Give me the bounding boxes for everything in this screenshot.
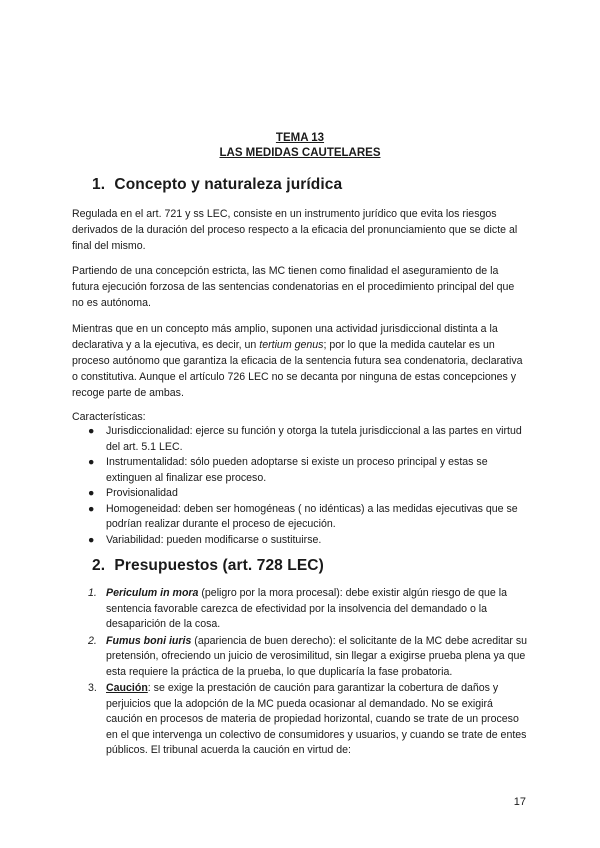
item-number: 2. [88,634,97,647]
section-1-title: Concepto y naturaleza jurídica [114,176,343,193]
paragraph-3-latin-term: tertium genus [259,339,324,351]
item-number: 1. [88,587,97,599]
section-2-title: Presupuestos (art. 728 LEC) [114,557,324,574]
list-item [72,533,528,549]
item-term: Periculum in mora [106,587,199,599]
list-item-text: Provisionalidad [106,487,178,499]
list-item-text: Homogeneidad: deben ser homogéneas ( no idénticas) a las medidas ejecutivas que se podrían realizar durante el proceso de ejecución. [106,502,518,530]
list-item [72,455,528,486]
item-text: (peligro por la mora procesal): debe existir algún riesgo de que la sentencia favorable carezca de efectividad por la insolvencia del demandado o la desaparición de la cosa. [106,587,508,630]
topic-number: TEMA 13 [275,132,325,144]
requirements-list [72,586,528,760]
list-item [72,586,528,633]
bullet-icon: ● [88,487,95,499]
list-item [72,486,528,502]
title-block [0,131,600,161]
paragraph-1: Regulada en el art. 721 y ss LEC, consiste en un instrumento jurídico que evita los riesgos derivados de la duración del proceso respecto a la eficacia del pronunciamiento que se dicte al final del mismo. [72,208,518,252]
section-2-heading [92,557,324,575]
list-item-text: Jurisdiccionalidad: ejerce su función y otorga la tutela jurisdiccional a las partes en virtud del art. 5.1 LEC. [106,425,522,453]
list-item [72,681,528,759]
topic-title: LAS MEDIDAS CAUTELARES [219,147,381,159]
paragraph-3 [72,321,528,401]
bullet-icon: ● [88,533,95,546]
section-1-heading [92,176,342,194]
paragraph-2: Partiendo de una concepción estricta, las MC tienen como finalidad el aseguramiento de la futura ejecución forzosa de las sentencias condenatorias en el procedimiento principal del que no es autónoma. [72,265,515,309]
bullet-icon: ● [88,456,95,468]
list-item-text: Instrumentalidad: sólo pueden adoptarse si existe un proceso principal y estas se extinguen al finalizar ese proceso. [106,456,488,484]
characteristics-list [72,424,528,548]
bullet-icon: ● [88,425,95,437]
bullet-icon: ● [88,502,95,515]
item-term: Fumus boni iuris [106,634,192,647]
paragraph-3-end: ; por lo que la medida cautelar es un proceso autónomo que garantiza la eficacia de la sentencia futura sea condenatoria, declarativa o constitutiva. Aunque el artículo 726 LEC no se decanta por ninguna de estas concepciones y recoge parte de ambas. [72,339,523,399]
section-2-number: 2. [92,557,106,574]
list-item [72,502,528,533]
item-number: 3. [88,682,97,694]
list-item-text: Variabilidad: pueden modificarse o sustituirse. [106,533,322,546]
paragraph-3-start: Mientras que en un concepto más amplio, suponen una actividad jurisdiccional distinta a la declarativa y a la ejecutiva, es decir, un [72,323,498,351]
section-1-number: 1. [92,176,106,193]
list-item [72,634,528,681]
item-term: Caución [106,682,148,694]
characteristics-label: Características: [72,411,146,423]
list-item [72,424,528,455]
item-text: (apariencia de buen derecho): el solicitante de la MC debe acreditar su pretensión, ofreciendo un juicio de verosimilitud, sin llegar a exigirse prueba plena ya que esta requiere la práctica de la prueba, lo que duplicaría la fase probatoria. [106,634,528,678]
page-number: 17 [513,796,526,808]
item-text: : se exige la prestación de caución para garantizar la cobertura de daños y perjuicios que la adopción de la MC pueda ocasionar al demandado. No se exigirá caución en procesos de materia de propiedad horizontal, cuando se trate de un proceso en el que intervenga un colectivo de consumidores y usuarios, y cuando se trate de entes públicos. El tribunal acuerda la caución en virtud de: [106,682,527,756]
